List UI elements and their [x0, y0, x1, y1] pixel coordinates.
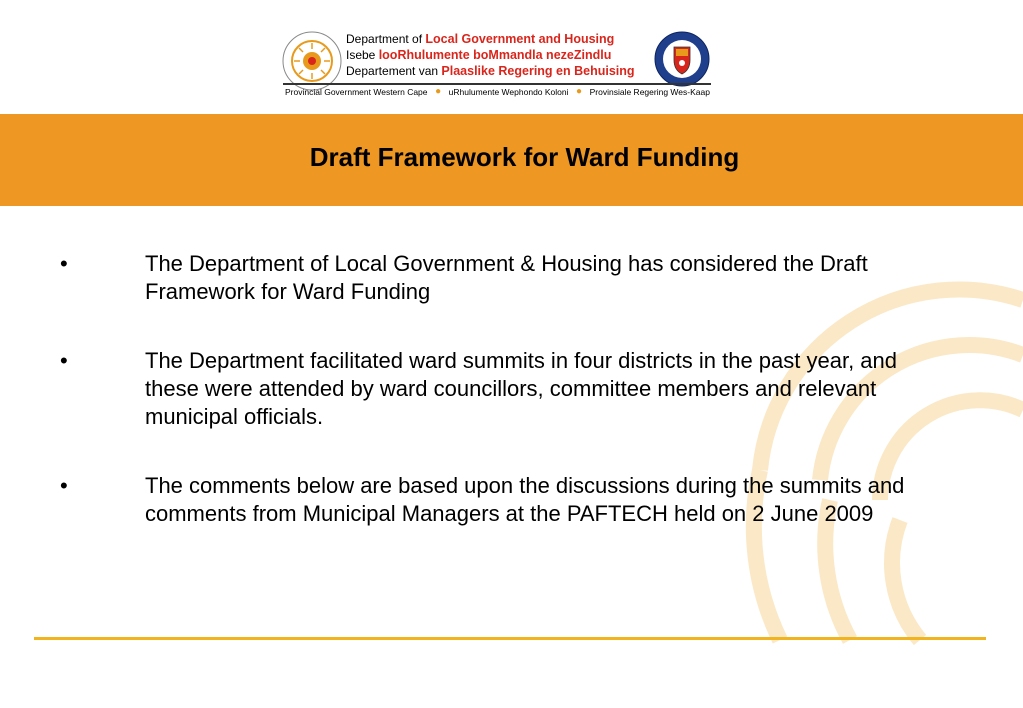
bullet-list: [60, 250, 960, 569]
department-line-xh: Isebe looRhulumente boMmandla nezeZindlu: [346, 48, 612, 62]
province-line: Provincial Government Western Cape ● uRhulumente Wephondo Koloni ● Provinsiale Regering Wes-Kaap: [285, 86, 710, 97]
bullet-item: [60, 250, 960, 306]
title-band: [0, 114, 1023, 206]
header-divider: [283, 83, 711, 85]
bullet-icon: •: [60, 348, 68, 373]
department-line-af: Departement van Plaaslike Regering en Behuising: [346, 64, 635, 78]
bullet-icon: •: [60, 251, 68, 276]
footer-rule: [34, 637, 986, 640]
bullet-text: The comments below are based upon the discussions during the summits and comments from Municipal Managers at the PAFTECH held on 2 June 2009: [145, 473, 905, 526]
department-name-block: [346, 31, 635, 79]
bullet-text: The Department facilitated ward summits in four districts in the past year, and these were attended by ward councillors, committee members and relevant municipal officials.: [145, 348, 897, 429]
bullet-text: The Department of Local Government & Housing has considered the Draft Framework for Ward Funding: [145, 251, 868, 304]
coat-of-arms-icon: [652, 30, 712, 88]
department-line-en: Department of Local Government and Housing: [346, 32, 615, 46]
separator-dot-icon: ●: [576, 86, 583, 97]
separator-dot-icon: ●: [435, 86, 442, 97]
bullet-item: [60, 347, 960, 431]
slide-title: Draft Framework for Ward Funding: [309, 141, 740, 172]
bullet-item: [60, 472, 960, 528]
header-logo-area: [0, 0, 1023, 114]
bullet-icon: •: [60, 473, 68, 498]
